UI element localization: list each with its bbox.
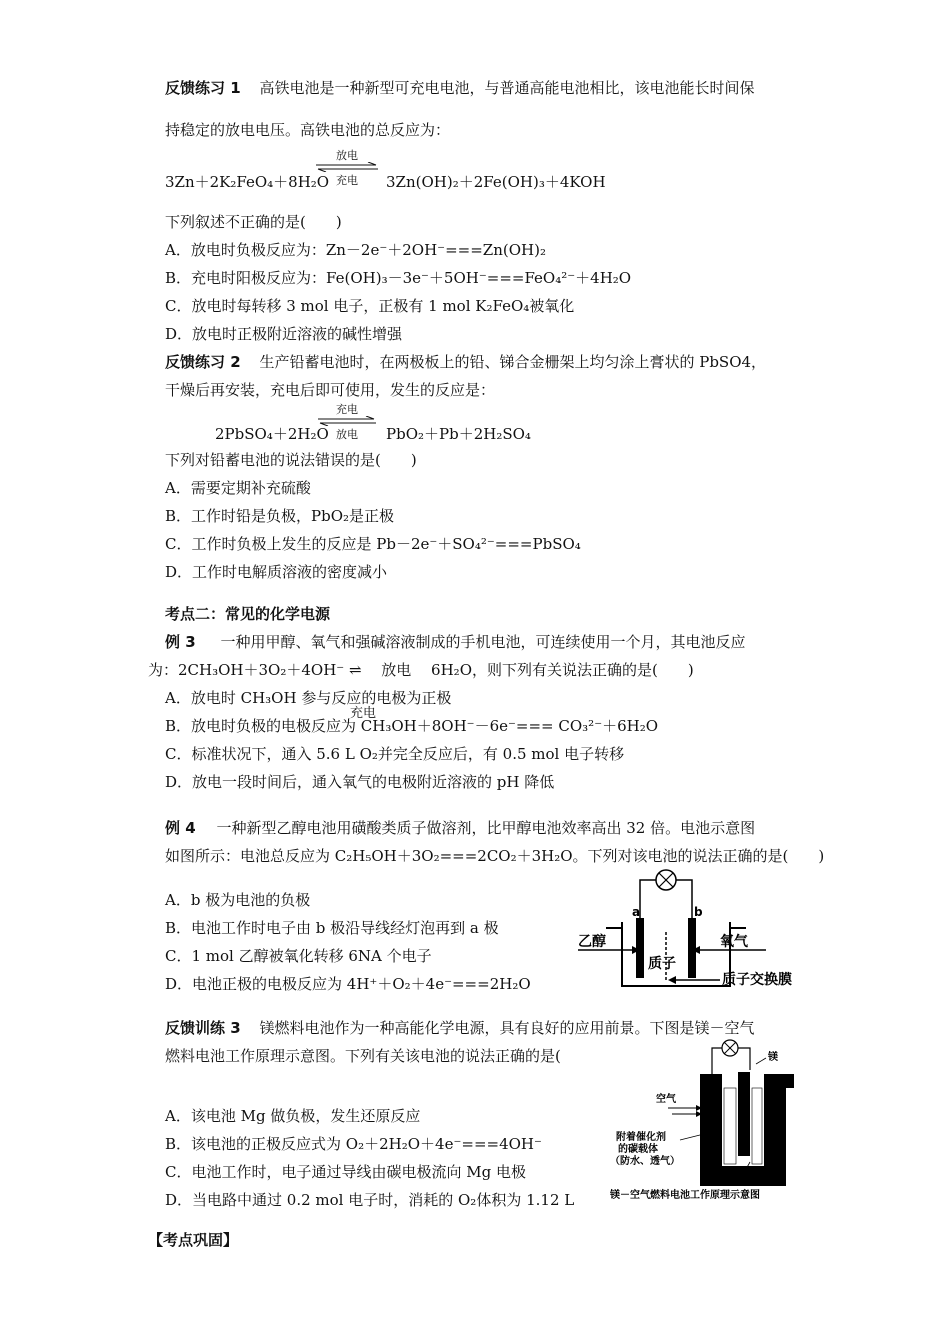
fb1-intro-line1 <box>165 78 754 98</box>
label-a: a <box>632 905 641 919</box>
mg-electrode <box>738 1072 750 1156</box>
label-nacl: 氯化钠溶液 <box>704 1176 754 1187</box>
fb3-option-b: B．该电池的正极反应式为 O₂＋2H₂O＋4e⁻===4OH⁻ <box>165 1135 542 1153</box>
reversible-arrow-icon <box>316 416 378 426</box>
fb1-eq-right: 3Zn(OH)₂＋2Fe(OH)₃＋4KOH <box>386 173 606 191</box>
fb3-option-d: D．当电路中通过 0.2 mol 电子时，消耗的 O₂体积为 1.12 L <box>165 1191 575 1209</box>
fb1-intro1: 高铁电池是一种新型可充电电池，与普通高能电池相比，该电池能长时间保 <box>259 79 755 97</box>
fb2-title: 反馈练习 2 <box>165 353 241 371</box>
fb2-eq-right: PbO₂＋Pb＋2H₂SO₄ <box>386 425 531 443</box>
fb2-eq-arrow <box>316 404 378 441</box>
label-carrier3: （防水、透气） <box>610 1156 680 1167</box>
fb1-option-a: A．放电时负极反应为：Zn－2e⁻＋2OH⁻===Zn(OH)₂ <box>165 241 546 259</box>
ex3-title: 例 3 <box>165 633 196 651</box>
ex3-intro2: 为：2CH₃OH＋3O₂＋4OH⁻ ⇌ 放电 6H₂O，则下列有关说法正确的是( ) <box>148 661 694 679</box>
label-proton: 质子 <box>648 956 676 972</box>
ex4-title: 例 4 <box>165 819 196 837</box>
fb1-arrow-top: 放电 <box>336 149 358 162</box>
ex3-intro1: 一种用甲醇、氧气和强碱溶液制成的手机电池，可连续使用一个月，其电池反应 <box>220 633 746 651</box>
fb3-intro2: 燃料电池工作原理示意图。下列有关该电池的说法正确的是( <box>165 1047 561 1065</box>
ethanol-cell-figure <box>570 862 830 994</box>
ex3-intro-line1 <box>165 632 745 652</box>
ex4-intro1: 一种新型乙醇电池用磺酸类质子做溶剂，比甲醇电池效率高出 32 倍。电池示意图 <box>216 819 756 837</box>
ex4-intro2: 如图所示：电池总反应为 C₂H₅OH＋3O₂===2CO₂＋3H₂O。下列对该电池的说法正确的是( ) <box>165 847 825 865</box>
fb1-option-d: D．放电时正极附近溶液的碱性增强 <box>165 325 403 343</box>
electrode-b <box>688 918 696 978</box>
ex3-option-c: C．标准状况下，通入 5.6 L O₂并完全反应后，有 0.5 mol 电子转移 <box>165 745 625 763</box>
fb2-option-a: A．需要定期补充硫酸 <box>165 479 311 497</box>
ex4-option-b: B．电池工作时电子由 b 极沿导线经灯泡再到 a 极 <box>165 919 499 937</box>
fb3-option-c: C．电池工作时，电子通过导线由碳电极流向 Mg 电极 <box>165 1163 526 1181</box>
ex3-option-b: B．放电时负极的电极反应为 CH₃OH＋8OH⁻－6e⁻=== CO₃²⁻＋6H₂O <box>165 717 659 735</box>
ex3-option-d: D．放电一段时间后，通入氧气的电极附近溶液的 pH 降低 <box>165 773 555 791</box>
fb1-title: 反馈练习 1 <box>165 79 241 97</box>
label-b: b <box>694 905 703 919</box>
fb3-intro1: 镁燃料电池作为一种高能化学电源，具有良好的应用前景。下图是镁－空气 <box>259 1019 755 1037</box>
fb2-option-c: C．工作时负极上发生的反应是 Pb－2e⁻＋SO₄²⁻===PbSO₄ <box>165 535 581 553</box>
fb1-option-c: C．放电时每转移 3 mol 电子，正极有 1 mol K₂FeO₄被氧化 <box>165 297 575 315</box>
fb1-arrow-bottom: 充电 <box>336 174 358 187</box>
ex3-option-a: A．放电时 CH₃OH 参与反应的电极为正极 <box>165 689 452 707</box>
label-carrier2: 的碳载体 <box>618 1144 658 1155</box>
ex4-option-d: D．电池正极的电极反应为 4H⁺＋O₂＋4e⁻===2H₂O <box>165 975 531 993</box>
electrode-a <box>636 918 644 978</box>
label-oxygen: 氧气 <box>720 934 748 950</box>
fb3-title: 反馈训练 3 <box>165 1019 241 1037</box>
label-carrier1: 附着催化剂 <box>616 1132 666 1143</box>
fb2-intro-line1 <box>165 352 766 372</box>
fb1-eq-arrow <box>314 150 380 187</box>
fb2-eq-left: 2PbSO₄＋2H₂O <box>215 425 329 443</box>
label-membrane: 质子交换膜 <box>722 972 792 988</box>
fb2-question: 下列对铅蓄电池的说法错误的是( ) <box>165 451 417 469</box>
fb1-intro2: 持稳定的放电电压。高铁电池的总反应为： <box>165 121 451 139</box>
fb2-arrow-bottom: 放电 <box>336 428 358 441</box>
fb2-arrow-top: 充电 <box>336 403 358 416</box>
label-ethanol: 乙醇 <box>578 934 606 950</box>
ex4-option-a: A．b 极为电池的负极 <box>165 891 311 909</box>
fb1-eq-left: 3Zn＋2K₂FeO₄＋8H₂O <box>165 173 330 191</box>
ex4-option-c: C．1 mol 乙醇被氧化转移 6NA 个电子 <box>165 947 432 965</box>
label-mg: 镁 <box>768 1052 778 1063</box>
figure-caption: 镁－空气燃料电池工作原理示意图 <box>610 1190 760 1201</box>
fb1-option-b: B．充电时阳极反应为：Fe(OH)₃－3e⁻＋5OH⁻===FeO₄²⁻＋4H₂O <box>165 269 632 287</box>
fb2-intro1: 生产铅蓄电池时，在两极板上的铅、锑合金栅架上均匀涂上膏状的 PbSO4， <box>259 353 767 371</box>
fb2-option-d: D．工作时电解质溶液的密度减小 <box>165 563 388 581</box>
fb1-question: 下列叙述不正确的是( ) <box>165 213 342 231</box>
ex3-overlap-label: 充电 <box>350 706 377 721</box>
mg-air-cell-figure <box>600 1034 826 1202</box>
fb2-intro2: 干燥后再安装，充电后即可使用，发生的反应是： <box>165 381 496 399</box>
footer-title: 【考点巩固】 <box>148 1231 239 1249</box>
reversible-arrow-icon <box>314 162 380 172</box>
section2-title: 考点二：常见的化学电源 <box>165 605 331 623</box>
label-air: 空气 <box>656 1094 676 1105</box>
fb3-option-a: A．该电池 Mg 做负极，发生还原反应 <box>165 1107 421 1125</box>
ex4-intro-line1 <box>165 818 755 838</box>
fb2-option-b: B．工作时铅是负极，PbO₂是正极 <box>165 507 395 525</box>
